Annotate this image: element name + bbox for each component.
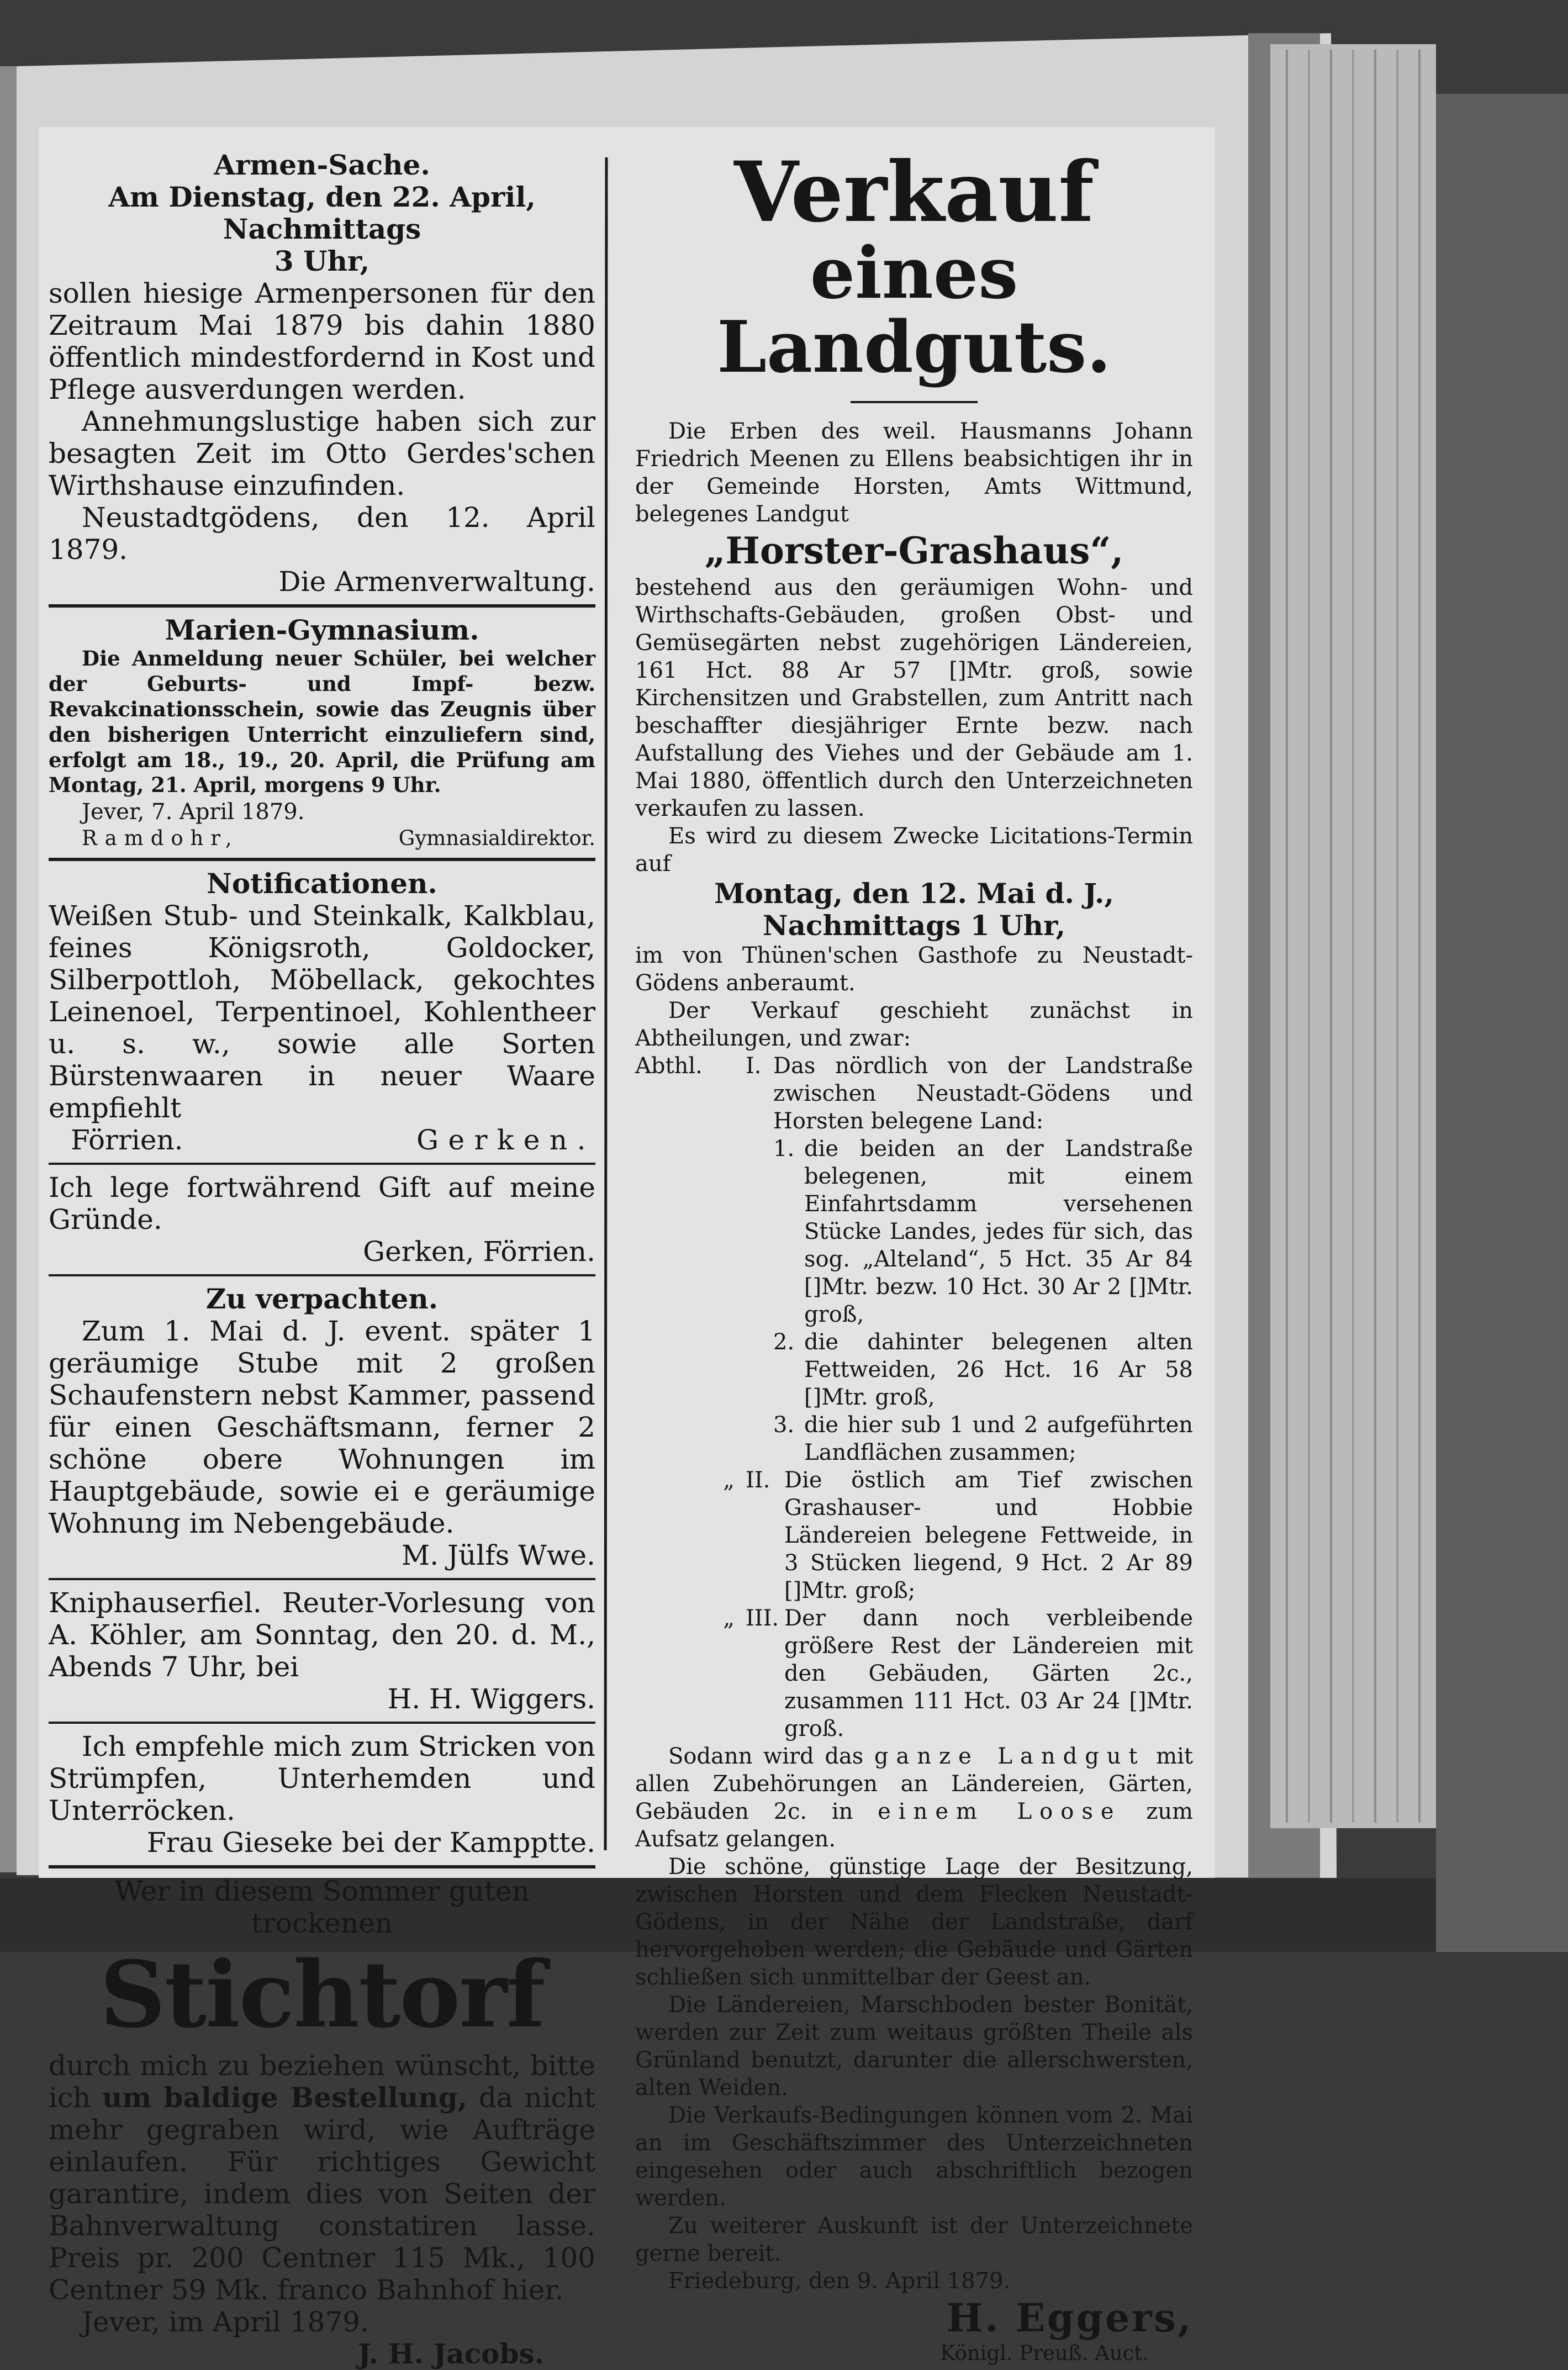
armen-date-line: Am Dienstag, den 22. April, Nachmittags xyxy=(108,181,536,245)
whole-estate-paragraph xyxy=(635,1743,1193,1853)
stricken-notice xyxy=(49,1730,595,1859)
section-label: Abthl. xyxy=(635,1053,703,1079)
divider-rule xyxy=(49,858,595,861)
item-text: die hier sub 1 und 2 aufgeführten Landflächen zusammen; xyxy=(804,1412,1193,1465)
laendereien-paragraph: Die Ländereien, Marschboden bester Bonität, werden zur Zeit zum weitaus größten Theile als Grünland benutzt, darunter die allerschwersten, alten Weiden. xyxy=(635,1992,1193,2100)
stichtorf-body xyxy=(49,2050,595,2306)
column-divider xyxy=(605,157,606,1850)
verpachten-signature: M. Jülfs Wwe. xyxy=(402,1539,595,1572)
landgut-headline-2: eines Landguts. xyxy=(717,231,1111,389)
armen-body-2: Annehmungslustige haben sich zur besagten Zeit im Otto Gerdes'schen Wirthshause einzufinden. xyxy=(49,405,595,502)
section-number: III. xyxy=(746,1605,779,1631)
lage-paragraph: Die schöne, günstige Lage der Besitzung, zwischen Horsten und dem Flecken Neustadt-Gödens, in der Nähe der Landstraße, darf hervorgehoben werden; die Gebäude und Gärten schließen sich unmittelbar der Geest an. xyxy=(635,1854,1193,1990)
section-row xyxy=(635,1466,1193,1604)
section-label: „ xyxy=(723,1467,735,1493)
section-text: Das nördlich von der Landstraße zwischen Neustadt-Gödens und Horsten belegene Land: xyxy=(773,1053,1193,1134)
divider-rule xyxy=(49,1578,595,1580)
auskunft-paragraph: Zu weiterer Auskunft ist der Unterzeichnete gerne bereit. xyxy=(635,2213,1193,2266)
stricken-signature: Frau Gieseke bei der Kampptte. xyxy=(146,1827,595,1859)
termin-intro: Es wird zu diesem Zwecke Licitations-Termin auf xyxy=(635,823,1193,877)
item-text: die beiden an der Landstraße belegenen, mit einem Einfahrtsdamm versehenen Stücke Landes, jedes für sich, das sog. „Alteland“, 5 Hct. 35 Ar 84 []Mtr. bezw. 10 Hct. 30 Ar 2 []Mtr. groß, xyxy=(804,1136,1193,1327)
gymnasium-body: Die Anmeldung neuer Schüler, bei welcher der Geburts- und Impf- bezw. Revakcinationsschein, sowie das Zeugnis über den bisherigen Unterricht einzuliefern sind, erfolgt am 18., 19., 20. April, die Prüfung am Montag, 21. April, morgens 9 Uhr. xyxy=(49,646,595,798)
notifications-signature: Gerken. xyxy=(416,1124,595,1157)
book-page-edges xyxy=(1270,44,1436,1828)
reuter-notice xyxy=(49,1587,595,1715)
landgut-intro: Die Erben des weil. Hausmanns Johann Friedrich Meenen zu Ellens beabsichtigen ihr in der Gemeinde Horsten, Amts Wittmund, belegenes Landgut xyxy=(635,419,1193,527)
landgut-signer-title: Königl. Preuß. Auct. xyxy=(939,2341,1149,2365)
verpachten-body: Zum 1. Mai d. J. event. später 1 geräumige Stube mit 2 großen Schaufenstern nebst Kammer, passend für einen Geschäftsmann, ferner 2 schöne obere Wohnungen im Hauptgebäude, sowie ei e geräumige Wohnung im Nebengebäude. xyxy=(49,1315,595,1540)
landgut-signature: H. Eggers, xyxy=(946,2294,1193,2341)
section-label: „ xyxy=(723,1605,735,1631)
left-column xyxy=(49,149,595,2370)
left-neighbor-page-edge xyxy=(0,66,17,1872)
bedingungen-paragraph: Die Verkaufs-Bedingungen können vom 2. Mai an im Geschäftszimmer des Unterzeichneten eingesehen oder auch abschriftlich bezogen werden. xyxy=(635,2102,1193,2211)
stichtorf-body-a: durch mich zu beziehen wünscht, bitte ich xyxy=(49,2049,595,2114)
divider-rule xyxy=(49,1865,595,1868)
gymnasium-signer-title: Gymnasialdirektor. xyxy=(398,826,595,851)
estate-name: „Horster-Grashaus“, xyxy=(704,529,1124,573)
landgut-headline-1: Verkauf xyxy=(734,144,1094,241)
verpachten-title: Zu verpachten. xyxy=(205,1282,439,1316)
estate-description: bestehend aus den geräumigen Wohn- und Wirthschafts-Gebäuden, großen Obst- und Gemüsegärten nebst zugehörigen Ländereien, 161 Hct. 88 Ar 57 []Mtr. groß, sowie Kirchensitzen und Grabstellen, zum Antritt nach beschaffter diesjähriger Ernte bezw. nach Aufstallung des Viehes und der Gebäude am 1. Mai 1880, öffentlich durch den Unterzeichneten verkaufen zu lassen. xyxy=(635,574,1193,821)
item-number: 1. xyxy=(773,1136,795,1162)
section-item xyxy=(635,1328,1193,1411)
verpachten-notice xyxy=(49,1283,595,1571)
notifications-body: Weißen Stub- und Steinkalk, Kalkblau, feines Königsroth, Goldocker, Silberpottloh, Möbellack, gekochtes Leinenoel, Terpentinoel, Kohlentheer u. s. w., sowie alle Sorten Bürstenwaaren in neuer Waare empfiehlt xyxy=(49,900,595,1125)
armen-sache-notice xyxy=(49,149,595,598)
termin-date: Montag, den 12. Mai d. J., xyxy=(714,877,1114,910)
stichtorf-headline: Stichtorf xyxy=(99,1941,545,2049)
right-column xyxy=(635,144,1194,2366)
whole-b: mit allen Zubehörungen an Ländereien, Gärten, Gebäuden 2c. in xyxy=(635,1743,1193,1824)
armen-place-date: Neustadtgödens, den 12. April 1879. xyxy=(49,502,595,566)
notifications-place: Förrien. xyxy=(71,1124,183,1157)
whole-spaced-1: ganze Landgut xyxy=(874,1743,1145,1769)
reuter-signature: H. H. Wiggers. xyxy=(387,1683,595,1716)
stricken-body: Ich empfehle mich zum Stricken von Strümpfen, Unterhemden und Unterröcken. xyxy=(49,1730,595,1827)
landgut-place-date: Friedeburg, den 9. April 1879. xyxy=(668,2268,1011,2294)
headline-underline xyxy=(851,401,978,403)
stichtorf-intro: Wer in diesem Sommer guten trockenen xyxy=(114,1875,530,1940)
armen-body: sollen hiesige Armenpersonen für den Zeitraum Mai 1879 bis dahin 1880 öffentlich mindestfordernd in Kost und Pflege ausverdungen werden. xyxy=(49,277,595,405)
gymnasium-title: Marien-Gymnasium. xyxy=(165,614,479,646)
divider-rule xyxy=(49,604,595,608)
notifications-title: Notificationen. xyxy=(207,867,437,900)
gymnasium-signature-line xyxy=(49,826,595,851)
termin-time: Nachmittags 1 Uhr, xyxy=(762,909,1066,942)
sale-intro: Der Verkauf geschieht zunächst in Abtheilungen, und zwar: xyxy=(635,997,1193,1051)
section-number: I. xyxy=(746,1053,762,1079)
book-cover-board xyxy=(1436,94,1568,1952)
section-list xyxy=(635,1052,1193,1743)
section-item xyxy=(635,1135,1193,1328)
item-number: 2. xyxy=(773,1329,795,1355)
section-text: Die östlich am Tief zwischen Grashauser- und Hobbie Ländereien belegene Fettweide, in 3 Stücken liegend, 9 Hct. 2 Ar 89 []Mtr. groß; xyxy=(784,1467,1193,1603)
gymnasium-notice xyxy=(49,614,595,851)
divider-rule xyxy=(49,1722,595,1724)
section-row xyxy=(635,1052,1193,1135)
item-text: die dahinter belegenen alten Fettweiden, 26 Hct. 16 Ar 58 []Mtr. groß, xyxy=(804,1329,1193,1410)
divider-rule xyxy=(49,1163,595,1165)
armen-title: Armen-Sache. xyxy=(214,149,430,181)
whole-c: zum Aufsatz gelangen. xyxy=(635,1798,1194,1852)
whole-a: Sodann wird das xyxy=(668,1743,864,1769)
notifications-sign-line xyxy=(49,1124,595,1156)
gift-signature: Gerken, Förrien. xyxy=(363,1236,595,1268)
gymnasium-signer: Ramdohr, xyxy=(82,826,239,851)
armen-time: 3 Uhr, xyxy=(274,245,370,277)
termin-place: im von Thünen'schen Gasthofe zu Neustadt-Gödens anberaumt. xyxy=(635,942,1193,996)
item-number: 3. xyxy=(773,1412,795,1438)
stichtorf-body-bold: um baldige Bestellung, xyxy=(102,2081,468,2114)
section-number: II. xyxy=(746,1467,770,1493)
stichtorf-body-b: da nicht mehr gegraben wird, wie Aufträge einlaufen. Für richtiges Gewicht garantire, indem dies von Seiten der Bahnverwaltung constatiren lasse. Preis pr. 200 Centner 115 Mk., 100 Centner 59 Mk. franco Bahnhof hier. xyxy=(49,2081,595,2306)
stichtorf-place-date: Jever, im April 1879. xyxy=(82,2305,369,2338)
section-text: Der dann noch verbleibende größere Rest der Ländereien mit den Gebäuden, Gärten 2c., zusammen 111 Hct. 03 Ar 24 []Mtr. groß. xyxy=(784,1605,1193,1741)
gift-notice: Ich lege fortwährend Gift auf meine Gründe. xyxy=(49,1171,595,1236)
stichtorf-notice xyxy=(49,1875,595,2370)
section-row xyxy=(635,1604,1193,1743)
stichtorf-signature: J. H. Jacobs. xyxy=(358,2337,545,2370)
reuter-body: Kniphauserfiel. Reuter-Vorlesung von A. Köhler, am Sonntag, den 20. d. M., Abends 7 Uhr, bei xyxy=(49,1587,595,1683)
section-item xyxy=(635,1411,1193,1466)
whole-spaced-2: einem Loose xyxy=(878,1798,1122,1824)
notifications-notice xyxy=(49,868,595,1268)
armen-signature: Die Armenverwaltung. xyxy=(278,566,595,598)
gymnasium-place-date: Jever, 7. April 1879. xyxy=(82,799,305,825)
divider-rule xyxy=(49,1274,595,1276)
